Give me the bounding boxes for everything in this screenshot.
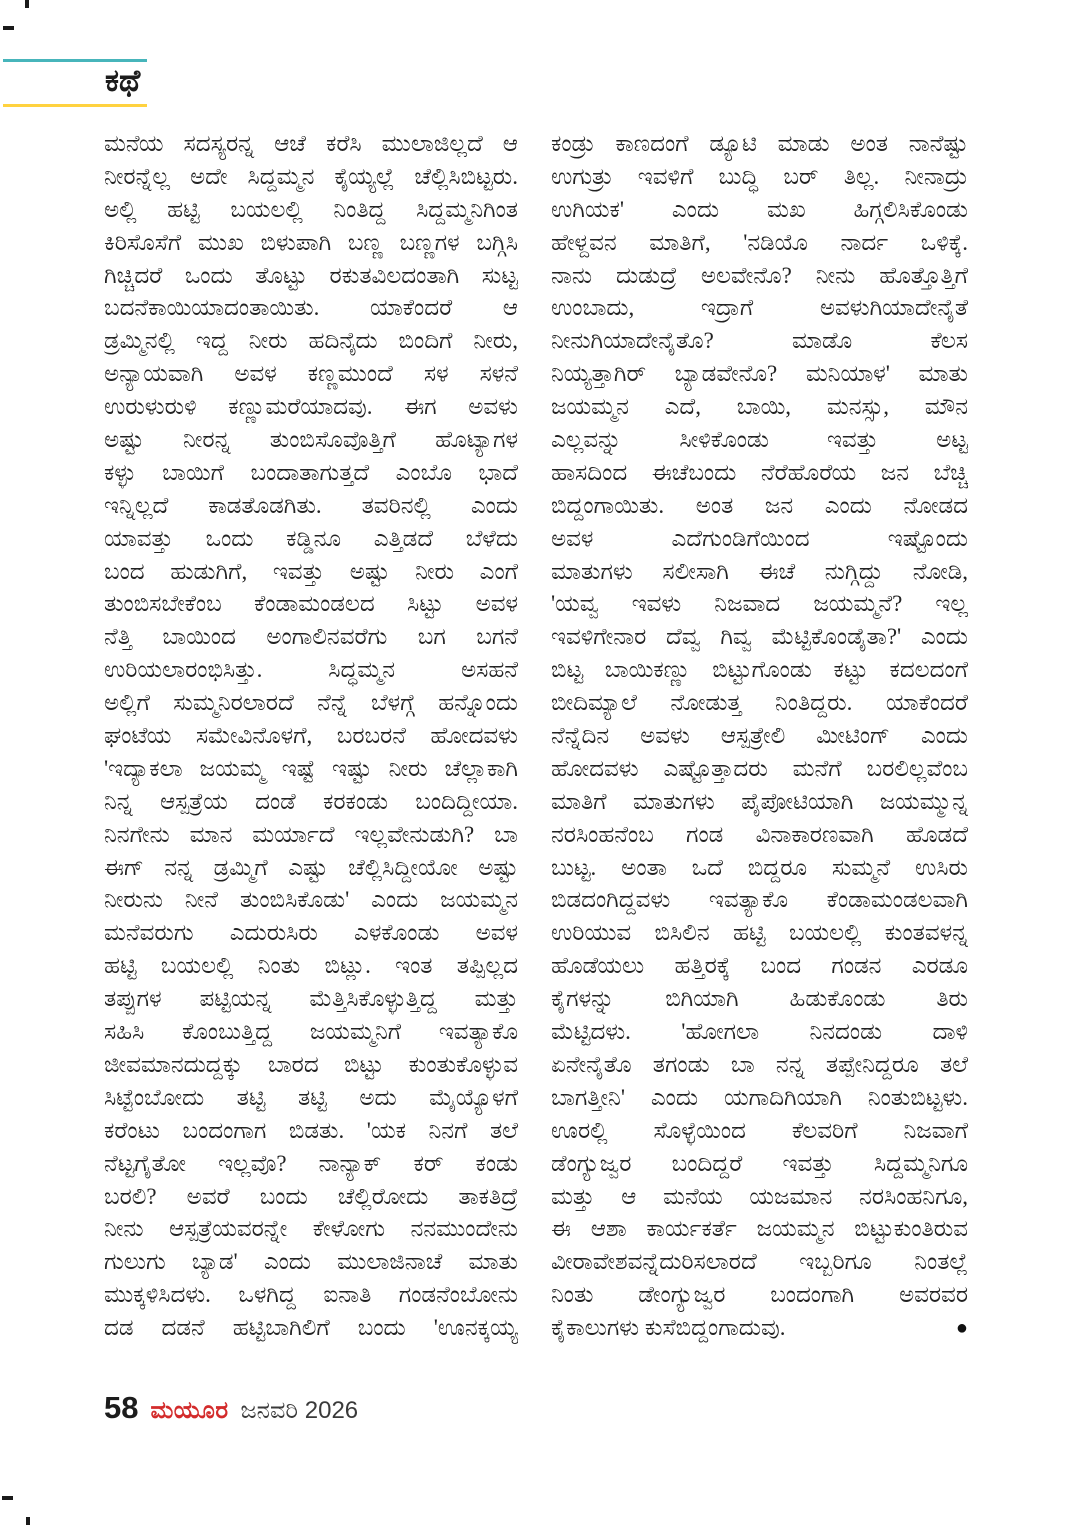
crop-mark-bottom-tick — [26, 1517, 30, 1525]
text-line: ಹೋದವಳು ಎಷ್ಟೊತ್ತಾದರು ಮನೆಗೆ ಬರಲಿಲ್ಲವೆಂಬ — [551, 755, 968, 781]
text-line: ಇನ್ನಿಲ್ಲದೆ ಕಾಡತೊಡಗಿತು. ತವರಿನಲ್ಲಿ ಎಂದು — [104, 492, 518, 518]
text-line: ತುಂಬಿಸಬೇಕೆಂಬ ಕೆಂಡಾಮಂಡಲದ ಸಿಟ್ಟು ಅವಳ — [104, 591, 518, 617]
text-line: ಡೆಂಗ್ಯುಜ್ವರ ಬಂದಿದ್ದರೆ ಇವತ್ತು ಸಿದ್ದಮ್ಮನಿಗೂ — [551, 1150, 968, 1176]
text-line: ಇವಳಿಗೇನಾರ ದೆವ್ವ ಗಿವ್ವ ಮೆಟ್ಟಿಕೊಂಡೈತಾ?' ಎಂದು — [551, 624, 968, 650]
text-line: ಮಾತುಗಳು ಸಲೀಸಾಗಿ ಈಚೆ ನುಗ್ಗಿದ್ದು ನೋಡಿ, — [551, 558, 968, 584]
text-line: ನಿಯ್ಯತ್ತಾಗಿರ್ ಬ್ಯಾಡವೇನೊ? ಮನಿಯಾಳ' ಮಾತು — [551, 361, 968, 387]
text-line: ಬಿಡದಂಗಿದ್ದವಳು ಇವತ್ಯಾಕೊ ಕೆಂಡಾಮಂಡಲವಾಗಿ — [551, 887, 968, 913]
issue-date: ಜನವರಿ 2026 — [240, 1397, 359, 1424]
text-line: ಸಿಟ್ಟೆಂಬೋದು ತಟ್ಟಿ ತಟ್ಟಿ ಅದು ಮೈಯ್ಯೊಳಗೆ — [104, 1084, 518, 1110]
text-line: ನೆತ್ತಿ ಬಾಯಿಂದ ಅಂಗಾಲಿನವರೆಗು ಬಗ ಬಗನೆ — [104, 624, 518, 650]
text-line: ಕರೆಂಟು ಬಂದಂಗಾಗ ಬಿಡತು. 'ಯಕ ನಿನಗೆ ತಲೆ — [104, 1117, 518, 1143]
text-line: ಅಲ್ಲಿ ಹಟ್ಟಿ ಬಯಲಲ್ಲಿ ನಿಂತಿದ್ದ ಸಿದ್ದಮ್ಮನಿಗಿಂತ — [104, 196, 518, 222]
last-line-text: ಕೈಕಾಲುಗಳು ಕುಸೆಬಿದ್ದಂಗಾದುವು. — [551, 1315, 786, 1341]
text-line: ನರಸಿಂಹನೆಂಬ ಗಂಡ ವಿನಾಕಾರಣವಾಗಿ ಹೊಡದೆ — [551, 821, 968, 847]
text-line: ಏನೇನೈತೊ ತಗಂಡು ಬಾ ನನ್ನ ತಪ್ಪೇನಿದ್ದರೂ ತಲೆ — [551, 1051, 968, 1077]
text-line: ಹೊಡೆಯಲು ಹತ್ತಿರಕ್ಕೆ ಬಂದ ಗಂಡನ ಎರಡೂ — [551, 953, 968, 979]
text-line: ಅಲ್ಲಿಗೆ ಸುಮ್ಮನಿರಲಾರದೆ ನೆನ್ನೆ ಬೆಳಗ್ಗೆ ಹನ್ನೊಂದು — [104, 690, 518, 716]
right-column-lines — [551, 128, 968, 1312]
text-line: ಉಂಬಾದು, ಇದ್ರಾಗೆ ಅವಳುಗಿಯಾದೇನೈತೆ — [551, 295, 968, 321]
right-column — [551, 128, 968, 1345]
text-line: 'ಇದ್ಯಾಕಲಾ ಜಯಮ್ಮ ಇಷ್ಟೆ ಇಷ್ಟು ನೀರು ಚೆಲ್ಲಾಕಾಗಿ — [104, 755, 518, 781]
text-line: ಬದನೆಕಾಯಿಯಾದಂತಾಯಿತು. ಯಾಕೆಂದರೆ ಆ — [104, 295, 518, 321]
text-line: ಯಾವತ್ತು ಒಂದು ಕಡ್ಡಿನೂ ಎತ್ತಿಡದೆ ಬೆಳೆದು — [104, 525, 518, 551]
text-line: ಬಿದ್ದಂಗಾಯಿತು. ಅಂತ ಜನ ಎಂದು ನೋಡದ — [551, 492, 968, 518]
text-line: ಬಾಗತ್ತೀನಿ' ಎಂದು ಯಗಾದಿಗಿಯಾಗಿ ನಿಂತುಬಿಟ್ಟಳು. — [551, 1084, 968, 1110]
text-line: ಕಳ್ಳು ಬಾಯಿಗೆ ಬಂದಾತಾಗುತ್ತದೆ ಎಂಬೊ ಭಾದೆ — [104, 459, 518, 485]
text-line: ಹೇಳ್ದವನ ಮಾತಿಗೆ, 'ನಡಿಯೊ ನಾರ್ದ ಒಳಿಕ್ಕೆ. — [551, 229, 968, 255]
text-line: ನಿನ್ನ ಆಸ್ಪತ್ರೆಯ ದಂಡೆ ಕರಕಂಡು ಬಂದಿದ್ದೀಯಾ. — [104, 788, 518, 814]
crop-mark-bottom-dash — [2, 1496, 13, 1500]
text-line: ಅವಳ ಎದೆಗುಂಡಿಗೆಯಿಂದ ಇಷ್ಟೊಂದು — [551, 525, 968, 551]
text-line: ಉಗುತ್ರು ಇವಳಿಗೆ ಬುದ್ಧಿ ಬರ್ ತಿಲ್ಲ. ನೀನಾದ್ರು — [551, 163, 968, 189]
text-line: ಹಟ್ಟಿ ಬಯಲಲ್ಲಿ ನಿಂತು ಬಿಟ್ಲು. ಇಂತ ತಪ್ಪಿಲ್ಲದ — [104, 953, 518, 979]
text-line: ಜೀವಮಾನದುದ್ದಕ್ಕು ಬಾರದ ಬಿಟ್ಟು ಕುಂತುಕೊಳ್ಳುವ — [104, 1051, 518, 1077]
text-line: ವೀರಾವೇಶವನ್ನೆದುರಿಸಲಾರದೆ ಇಬ್ಬರಿಗೂ ನಿಂತಲ್ಲೆ — [551, 1249, 968, 1275]
crop-mark-top-dash — [3, 26, 14, 30]
text-line: ಮುಕ್ಕಳಿಸಿದಳು. ಒಳಗಿದ್ದ ಐನಾತಿ ಗಂಡನೆಂಬೋನು — [104, 1282, 518, 1308]
text-line: ಡ್ರಮ್ಮಿನಲ್ಲಿ ಇದ್ದ ನೀರು ಹದಿನೈದು ಬಿಂದಿಗೆ ನೀರು, — [104, 328, 518, 354]
last-text-line — [551, 1312, 968, 1345]
text-line: ಅನ್ಯಾಯವಾಗಿ ಅವಳ ಕಣ್ಣಮುಂದೆ ಸಳ ಸಳನೆ — [104, 361, 518, 387]
text-line: ಕಿರಿಸೊಸೆಗೆ ಮುಖ ಬಿಳುಪಾಗಿ ಬಣ್ಣ ಬಣ್ಣಗಳ ಬಗ್ಗಿಸಿ — [104, 229, 518, 255]
left-column — [104, 128, 518, 1345]
text-line: ಹಾಸದಿಂದ ಈಚೆಬಂದು ನೆರೆಹೊರೆಯ ಜನ ಬೆಚ್ಚಿ — [551, 459, 968, 485]
text-line: ಈ ಆಶಾ ಕಾರ್ಯಕರ್ತೆ ಜಯಮ್ಮನ ಬಿಟ್ಟುಕುಂತಿರುವ — [551, 1216, 968, 1242]
text-line: ನಿಂತು ಡೇಂಗ್ಯುಜ್ವರ ಬಂದಂಗಾಗಿ ಅವರವರ — [551, 1282, 968, 1308]
text-line: ಉರಿಯಲಾರಂಭಿಸಿತ್ತು. ಸಿದ್ಧಮ್ಮನ ಅಸಹನೆ — [104, 657, 518, 683]
text-line: ಅಷ್ಟು ನೀರನ್ನ ತುಂಬಿಸೊವೊತ್ತಿಗೆ ಹೊಟ್ಯಾಗಳ — [104, 427, 518, 453]
text-line: ಕೈಗಳನ್ನು ಬಿಗಿಯಾಗಿ ಹಿಡುಕೊಂಡು ತಿರು — [551, 986, 968, 1012]
text-line: ಈಗ್ ನನ್ನ ಡ್ರಮ್ಮಿಗೆ ಎಷ್ಟು ಚೆಲ್ಲಿಸಿದ್ದೀಯೋ ಅಷ್ಟು — [104, 854, 518, 880]
text-line: ಸಹಿಸಿ ಕೊಂಬುತ್ತಿದ್ದ ಜಯಮ್ಮನಿಗೆ ಇವತ್ಯಾಕೊ — [104, 1019, 518, 1045]
text-line: ನಿನಗೇನು ಮಾನ ಮರ್ಯಾದೆ ಇಲ್ಲವೇನುಡುಗಿ? ಬಾ — [104, 821, 518, 847]
text-line: ಮೆಟ್ಟಿದಳು. 'ಹೋಗಲಾ ನಿನದಂಡು ದಾಳಿ — [551, 1019, 968, 1045]
header-rule-yellow — [3, 104, 147, 107]
left-column-lines — [104, 128, 518, 1345]
text-line: ಮತ್ತು ಆ ಮನೆಯ ಯಜಮಾನ ನರಸಿಂಹನಿಗೂ, — [551, 1183, 968, 1209]
page-number: 58 — [104, 1390, 139, 1425]
text-line: ನೀನು ಆಸ್ಪತ್ರೆಯವರನ್ನೇ ಕೇಳೋಗು ನನಮುಂದೇನು — [104, 1216, 518, 1242]
magazine-logo: ಮಯೂರ — [150, 1397, 229, 1424]
text-line: 'ಯವ್ವ ಇವಳು ನಿಜವಾದ ಜಯಮ್ಮನೆ? ಇಲ್ಲ — [551, 591, 968, 617]
text-line: ನೆನ್ನೆದಿನ ಅವಳು ಆಸ್ಪತ್ರೇಲಿ ಮೀಟಿಂಗ್ ಎಂದು — [551, 723, 968, 749]
text-line: ಉರಿಯುವ ಬಿಸಿಲಿನ ಹಟ್ಟಿ ಬಯಲಲ್ಲಿ ಕುಂತವಳನ್ನ — [551, 920, 968, 946]
text-line: ಬೀದಿಮ್ಯಾಲೆ ನೋಡುತ್ತ ನಿಂತಿದ್ದರು. ಯಾಕೆಂದರೆ — [551, 690, 968, 716]
text-line: ಬಿಟ್ಟ ಬಾಯಿಕಣ್ಣು ಬಿಟ್ಟುಗೊಂಡು ಕಟ್ಟು ಕದಲದಂಗೆ — [551, 657, 968, 683]
text-line: ಗಿಚ್ಚಿದರೆ ಒಂದು ತೊಟ್ಟು ರಕುತವಿಲದಂತಾಗಿ ಸುಟ್ಟ — [104, 262, 518, 288]
text-line: ಮನೆವರುಗು ಎದುರುಸಿರು ಎಳಕೊಂಡು ಅವಳ — [104, 920, 518, 946]
section-title: ಕಥೆ — [105, 63, 141, 98]
text-line: ಜಯಮ್ಮನ ಎದೆ, ಬಾಯಿ, ಮನಸ್ಸು, ಮೌನ — [551, 394, 968, 420]
text-line: ದಡ ದಡನೆ ಹಟ್ಟಿಬಾಗಿಲಿಗೆ ಬಂದು 'ಊನಕ್ಕಯ್ಯ — [104, 1315, 518, 1341]
text-line: ಘಂಟೆಯ ಸಮೇವಿನೊಳಗೆ, ಬರಬರನೆ ಹೋದವಳು — [104, 723, 518, 749]
story-end-bullet-icon: ● — [955, 1317, 968, 1340]
text-line: ಎಲ್ಲವನ್ನು ಸೀಳಿಕೊಂಡು ಇವತ್ತು ಅಟ್ಟ — [551, 427, 968, 453]
text-line: ಬರಲಿ? ಅವರೆ ಬಂದು ಚೆಲ್ಲಿರೋದು ತಾಕತಿದ್ರೆ — [104, 1183, 518, 1209]
text-line: ಮಾತಿಗೆ ಮಾತುಗಳು ಪೈಪೋಟಿಯಾಗಿ ಜಯಮ್ಮುನ್ನ — [551, 788, 968, 814]
text-line: ಕಂಡ್ರು ಕಾಣದಂಗೆ ಡ್ಯೂಟಿ ಮಾಡು ಅಂತ ನಾನೆಷ್ಟು — [551, 131, 968, 156]
text-line: ಗುಲುಗು ಬ್ಯಾಡ' ಎಂದು ಮುಲಾಜಿನಾಚೆ ಮಾತು — [104, 1249, 518, 1275]
text-line: ನೀನುಗಿಯಾದೇನೈತೊ? ಮಾಡೊ ಕೆಲಸ — [551, 328, 968, 354]
crop-mark-top-tick — [25, 0, 29, 8]
text-line: ಬುಟ್ಟ. ಅಂತಾ ಒದೆ ಬಿದ್ದರೂ ಸುಮ್ಮನೆ ಉಸಿರು — [551, 854, 968, 880]
text-line: ನೆಟ್ಟಗೈತೋ ಇಲ್ಲವೊ? ನಾನ್ಯಾಕ್ ಕರ್ ಕಂಡು — [104, 1150, 518, 1176]
text-line: ತಪ್ಪುಗಳ ಪಟ್ಟಿಯನ್ನ ಮೆತ್ತಿಸಿಕೊಳ್ಳುತ್ತಿದ್ದ ಮತ್ತು — [104, 986, 518, 1012]
text-line: ಉಗಿಯಕ' ಎಂದು ಮಖ ಹಿಗ್ಗಲಿಸಿಕೊಂಡು — [551, 196, 968, 222]
page-footer — [104, 1390, 358, 1426]
text-line: ನೀರನ್ನೆಲ್ಲ ಅದೇ ಸಿದ್ದಮ್ಮನ ಕೈಯ್ಯಲ್ಲೆ ಚೆಲ್ಲಿಸಿಬಿಟ್ಟರು. — [104, 163, 518, 189]
text-line: ನಾನು ದುಡುದ್ರೆ ಅಲವೇನೊ? ನೀನು ಹೊತ್ತೊತ್ತಿಗೆ — [551, 262, 968, 288]
text-line: ಮನೆಯ ಸದಸ್ಯರನ್ನ ಆಚೆ ಕರೆಸಿ ಮುಲಾಜಿಲ್ಲದೆ ಆ — [104, 131, 518, 156]
text-line: ಊರಲ್ಲಿ ಸೊಳ್ಳೆಯಿಂದ ಕೆಲವರಿಗೆ ನಿಜವಾಗೆ — [551, 1117, 968, 1143]
text-line: ಬಂದ ಹುಡುಗಿಗೆ, ಇವತ್ತು ಅಷ್ಟು ನೀರು ಎಂಗೆ — [104, 558, 518, 584]
text-line: ಉರುಳುರುಳಿ ಕಣ್ಣುಮರೆಯಾದವು. ಈಗ ಅವಳು — [104, 394, 518, 420]
text-line: ನೀರುನು ನೀನೆ ತುಂಬಿಸಿಕೊಡು' ಎಂದು ಜಯಮ್ಮನ — [104, 887, 518, 913]
